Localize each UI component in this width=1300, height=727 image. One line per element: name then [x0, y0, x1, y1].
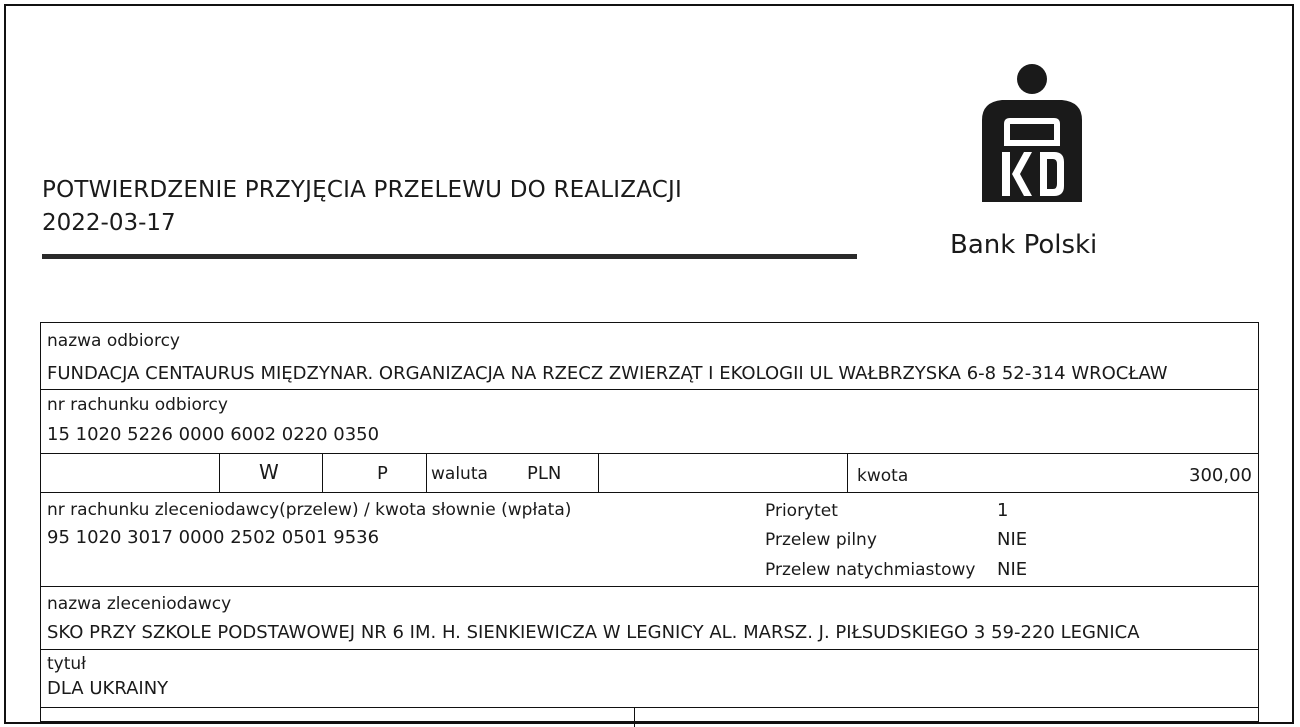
cell-divider	[634, 707, 635, 727]
document-heading	[42, 174, 682, 240]
bank-name: Bank Polski	[950, 230, 1098, 260]
recipient-account-label: nr rachunku odbiorcy	[47, 395, 228, 415]
sender-name-label: nazwa zleceniodawcy	[47, 594, 232, 614]
heading-underline	[42, 254, 857, 259]
sender-name-value: SKO PRZY SZKOLE PODSTAWOWEJ NR 6 IM. H. SIENKIEWICZA W LEGNICY AL. MARSZ. J. PIŁSUDSKIEGO 3 59-220 LEGNICA	[47, 622, 1140, 643]
w-mark-crossed: W	[259, 460, 279, 484]
priority-value: 1	[997, 500, 1009, 521]
recipient-account-value: 15 1020 5226 0000 6002 0220 0350	[47, 424, 380, 445]
urgent-value: NIE	[997, 529, 1028, 550]
row-divider	[41, 389, 1258, 390]
sender-account-value: 95 1020 3017 0000 2502 0501 9536	[47, 527, 380, 548]
transfer-form	[40, 322, 1259, 722]
cell-divider	[426, 453, 427, 492]
cell-divider	[598, 453, 599, 492]
amount-label: kwota	[857, 466, 909, 486]
urgent-label: Przelew pilny	[765, 530, 877, 550]
sender-account-label: nr rachunku zleceniodawcy(przelew) / kwota słownie (wpłata)	[47, 500, 572, 520]
row-divider	[41, 707, 1258, 708]
row-divider	[41, 453, 1258, 454]
document-date: 2022-03-17	[42, 210, 176, 236]
cell-divider	[847, 453, 848, 492]
pko-bank-logo-icon	[972, 62, 1092, 212]
transfer-title-value: DLA UKRAINY	[47, 678, 169, 699]
currency-value: PLN	[527, 463, 562, 484]
currency-label: waluta	[431, 464, 488, 484]
cell-divider	[322, 453, 323, 492]
instant-value: NIE	[997, 559, 1028, 580]
cell-divider	[219, 453, 220, 492]
p-mark: P	[377, 463, 388, 484]
amount-value: 300,00	[1189, 465, 1252, 486]
recipient-name-value: FUNDACJA CENTAURUS MIĘDZYNAR. ORGANIZACJA NA RZECZ ZWIERZĄT I EKOLOGII UL WAŁBRZYSKA 6-8 52-314 WROCŁAW	[47, 363, 1168, 384]
document-title: POTWIERDZENIE PRZYJĘCIA PRZELEWU DO REALIZACJI	[42, 177, 683, 203]
recipient-name-label: nazwa odbiorcy	[47, 331, 180, 351]
row-divider	[41, 492, 1258, 493]
priority-label: Priorytet	[765, 501, 838, 521]
transfer-title-label: tytuł	[47, 654, 86, 674]
row-divider	[41, 586, 1258, 587]
row-divider	[41, 649, 1258, 650]
instant-label: Przelew natychmiastowy	[765, 560, 976, 580]
